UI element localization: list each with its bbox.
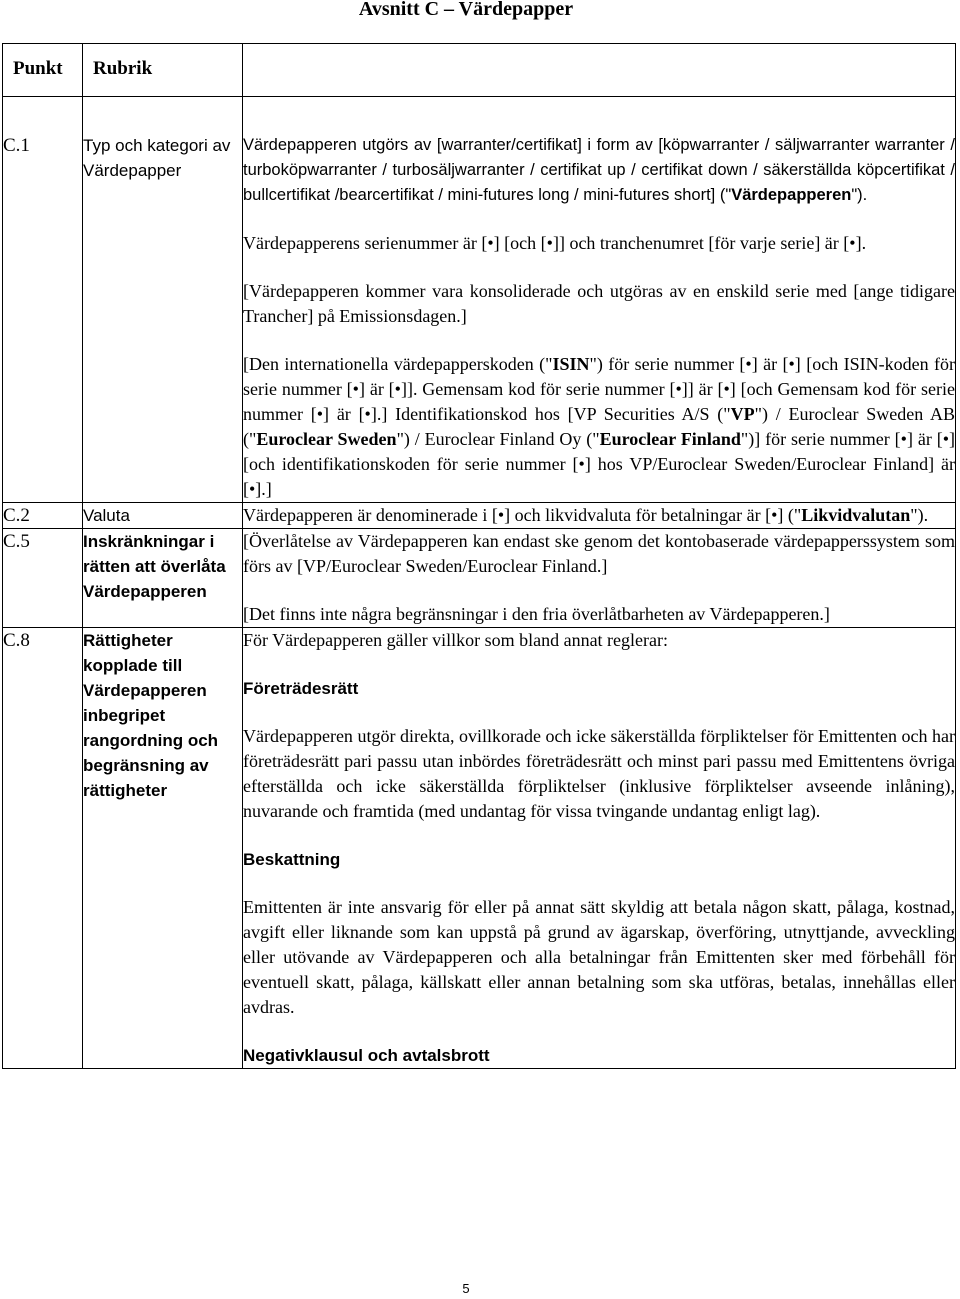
punkt-cell: C.2 xyxy=(3,503,83,529)
paragraph: [Värdepapperen kommer vara konsoliderade och utgöras av en enskild serie med [ange tidigare Trancher] på Emissionsdagen.] xyxy=(243,281,955,326)
section-title: Avsnitt C – Värdepapper xyxy=(358,0,574,20)
paragraph: För Värdepapperen gäller villkor som bland annat reglerar: xyxy=(243,630,669,650)
subheading: Beskattning xyxy=(243,850,341,869)
subheading: Företrädesrätt xyxy=(243,679,359,698)
paragraph: [Överlåtelse av Värdepapperen kan endast ske genom det kontobaserade värdepapperssystem som förs av [VP/Euroclear Sweden/Euroclear Finland.] xyxy=(243,531,955,576)
defined-term: Euroclear Finland xyxy=(599,429,741,449)
text: "). xyxy=(851,186,868,204)
defined-term: ISIN xyxy=(552,354,590,374)
text: ")] för serie nummer [•] är [•] [och identifikationskoden för serie nummer [•] hos VP/Euroclear Sweden/Euroclear Finland] är [•].] xyxy=(243,429,955,499)
rubrik-cell: Typ och kategori av Värdepapper xyxy=(83,97,243,503)
punkt-cell: C.5 xyxy=(3,529,83,628)
header-punkt: Punkt xyxy=(3,44,83,97)
text: Värdepapperen är denominerade i [•] och likvidvaluta för betalningar är [•] (" xyxy=(243,505,802,525)
paragraph xyxy=(243,503,955,528)
defined-term: VP xyxy=(730,404,755,424)
text: ") för serie nummer [•] är [•] [och ISIN-koden för serie nummer [•] är [•]]. Gemensam kod för serie nummer [•]] är [•] [och Gemensam kod för serie nummer [•] är [•].] Identifikationskod hos [VP Securities A/S (" xyxy=(243,354,955,424)
table-row xyxy=(3,97,956,503)
punkt-cell: C.1 xyxy=(3,97,83,503)
header-rubrik: Rubrik xyxy=(83,44,243,97)
page-number: 5 xyxy=(462,1281,470,1296)
content-cell xyxy=(243,97,956,503)
rubrik-cell: Valuta xyxy=(83,503,243,529)
text: ") / Euroclear Sweden AB (" xyxy=(243,404,955,449)
paragraph: [Det finns inte några begränsningar i den fria överlåtbarheten av Värdepapperen.] xyxy=(243,604,830,624)
rubrik-cell: Rättigheter kopplade till Värdepapperen inbegripet rangordning och begränsning av rättigheter xyxy=(83,628,243,1069)
paragraph: Värdepapperen utgör direkta, ovillkorade och icke säkerställda förpliktelser för Emittenten och har företrädesrätt pari passu utan inbördes företrädesrätt och minst pari passu med Emittentens övriga efterställda och icke säkerställda förpliktelser (inklusive förpliktelser avseende inlåning), nuvarande och framtida (med undantag för vissa tvingande undantag enligt lag). xyxy=(243,726,955,821)
header-empty-cell xyxy=(243,44,956,97)
content-cell xyxy=(243,529,956,628)
defined-term: Värdepapperen xyxy=(731,186,852,204)
summary-table xyxy=(2,43,956,1069)
text: Värdepapperen utgörs av [warranter/certifikat] i form av [köpwarranter / säljwarranter warranter / turboköpwarranter / turbosäljwarranter / certifikat up / certifikat down / säkerställda köpcertifikat / bullcertifikat /bearcertifikat / mini-futures long / mini-futures short] (" xyxy=(243,136,955,204)
table-row xyxy=(3,529,956,628)
paragraph: Emittenten är inte ansvarig för eller på annat sätt skyldig att betala någon skatt, pålaga, kostnad, avgift eller liknande som kan uppstå på grund av ägarskap, överföring, utnyttjande, avveckling eller utövande av Värdepapperen och alla betalningar från Emittenten sker med förbehåll för eventuell skatt, pålaga, källskatt eller annan betalning som ska utföras, betalas, innehållas eller avdras. xyxy=(243,897,955,1017)
subheading: Negativklausul och avtalsbrott xyxy=(243,1046,490,1065)
paragraph xyxy=(243,352,955,502)
text: "). xyxy=(910,505,929,525)
rubrik-cell: Inskränkningar i rätten att överlåta Värdepapperen xyxy=(83,529,243,628)
defined-term: Euroclear Sweden xyxy=(256,429,397,449)
table-row xyxy=(3,628,956,1069)
content-cell xyxy=(243,628,956,1069)
table-header-row xyxy=(3,44,956,97)
punkt-cell: C.8 xyxy=(3,628,83,1069)
paragraph xyxy=(243,133,955,208)
table-row xyxy=(3,503,956,529)
paragraph: Värdepapperens serienummer är [•] [och [•]] och tranchenumret [för varje serie] är [•]. xyxy=(243,233,867,253)
content-cell xyxy=(243,503,956,529)
text: ") / Euroclear Finland Oy (" xyxy=(396,429,600,449)
text: [Den internationella värdepapperskoden (" xyxy=(243,354,553,374)
defined-term: Likvidvalutan xyxy=(801,505,911,525)
